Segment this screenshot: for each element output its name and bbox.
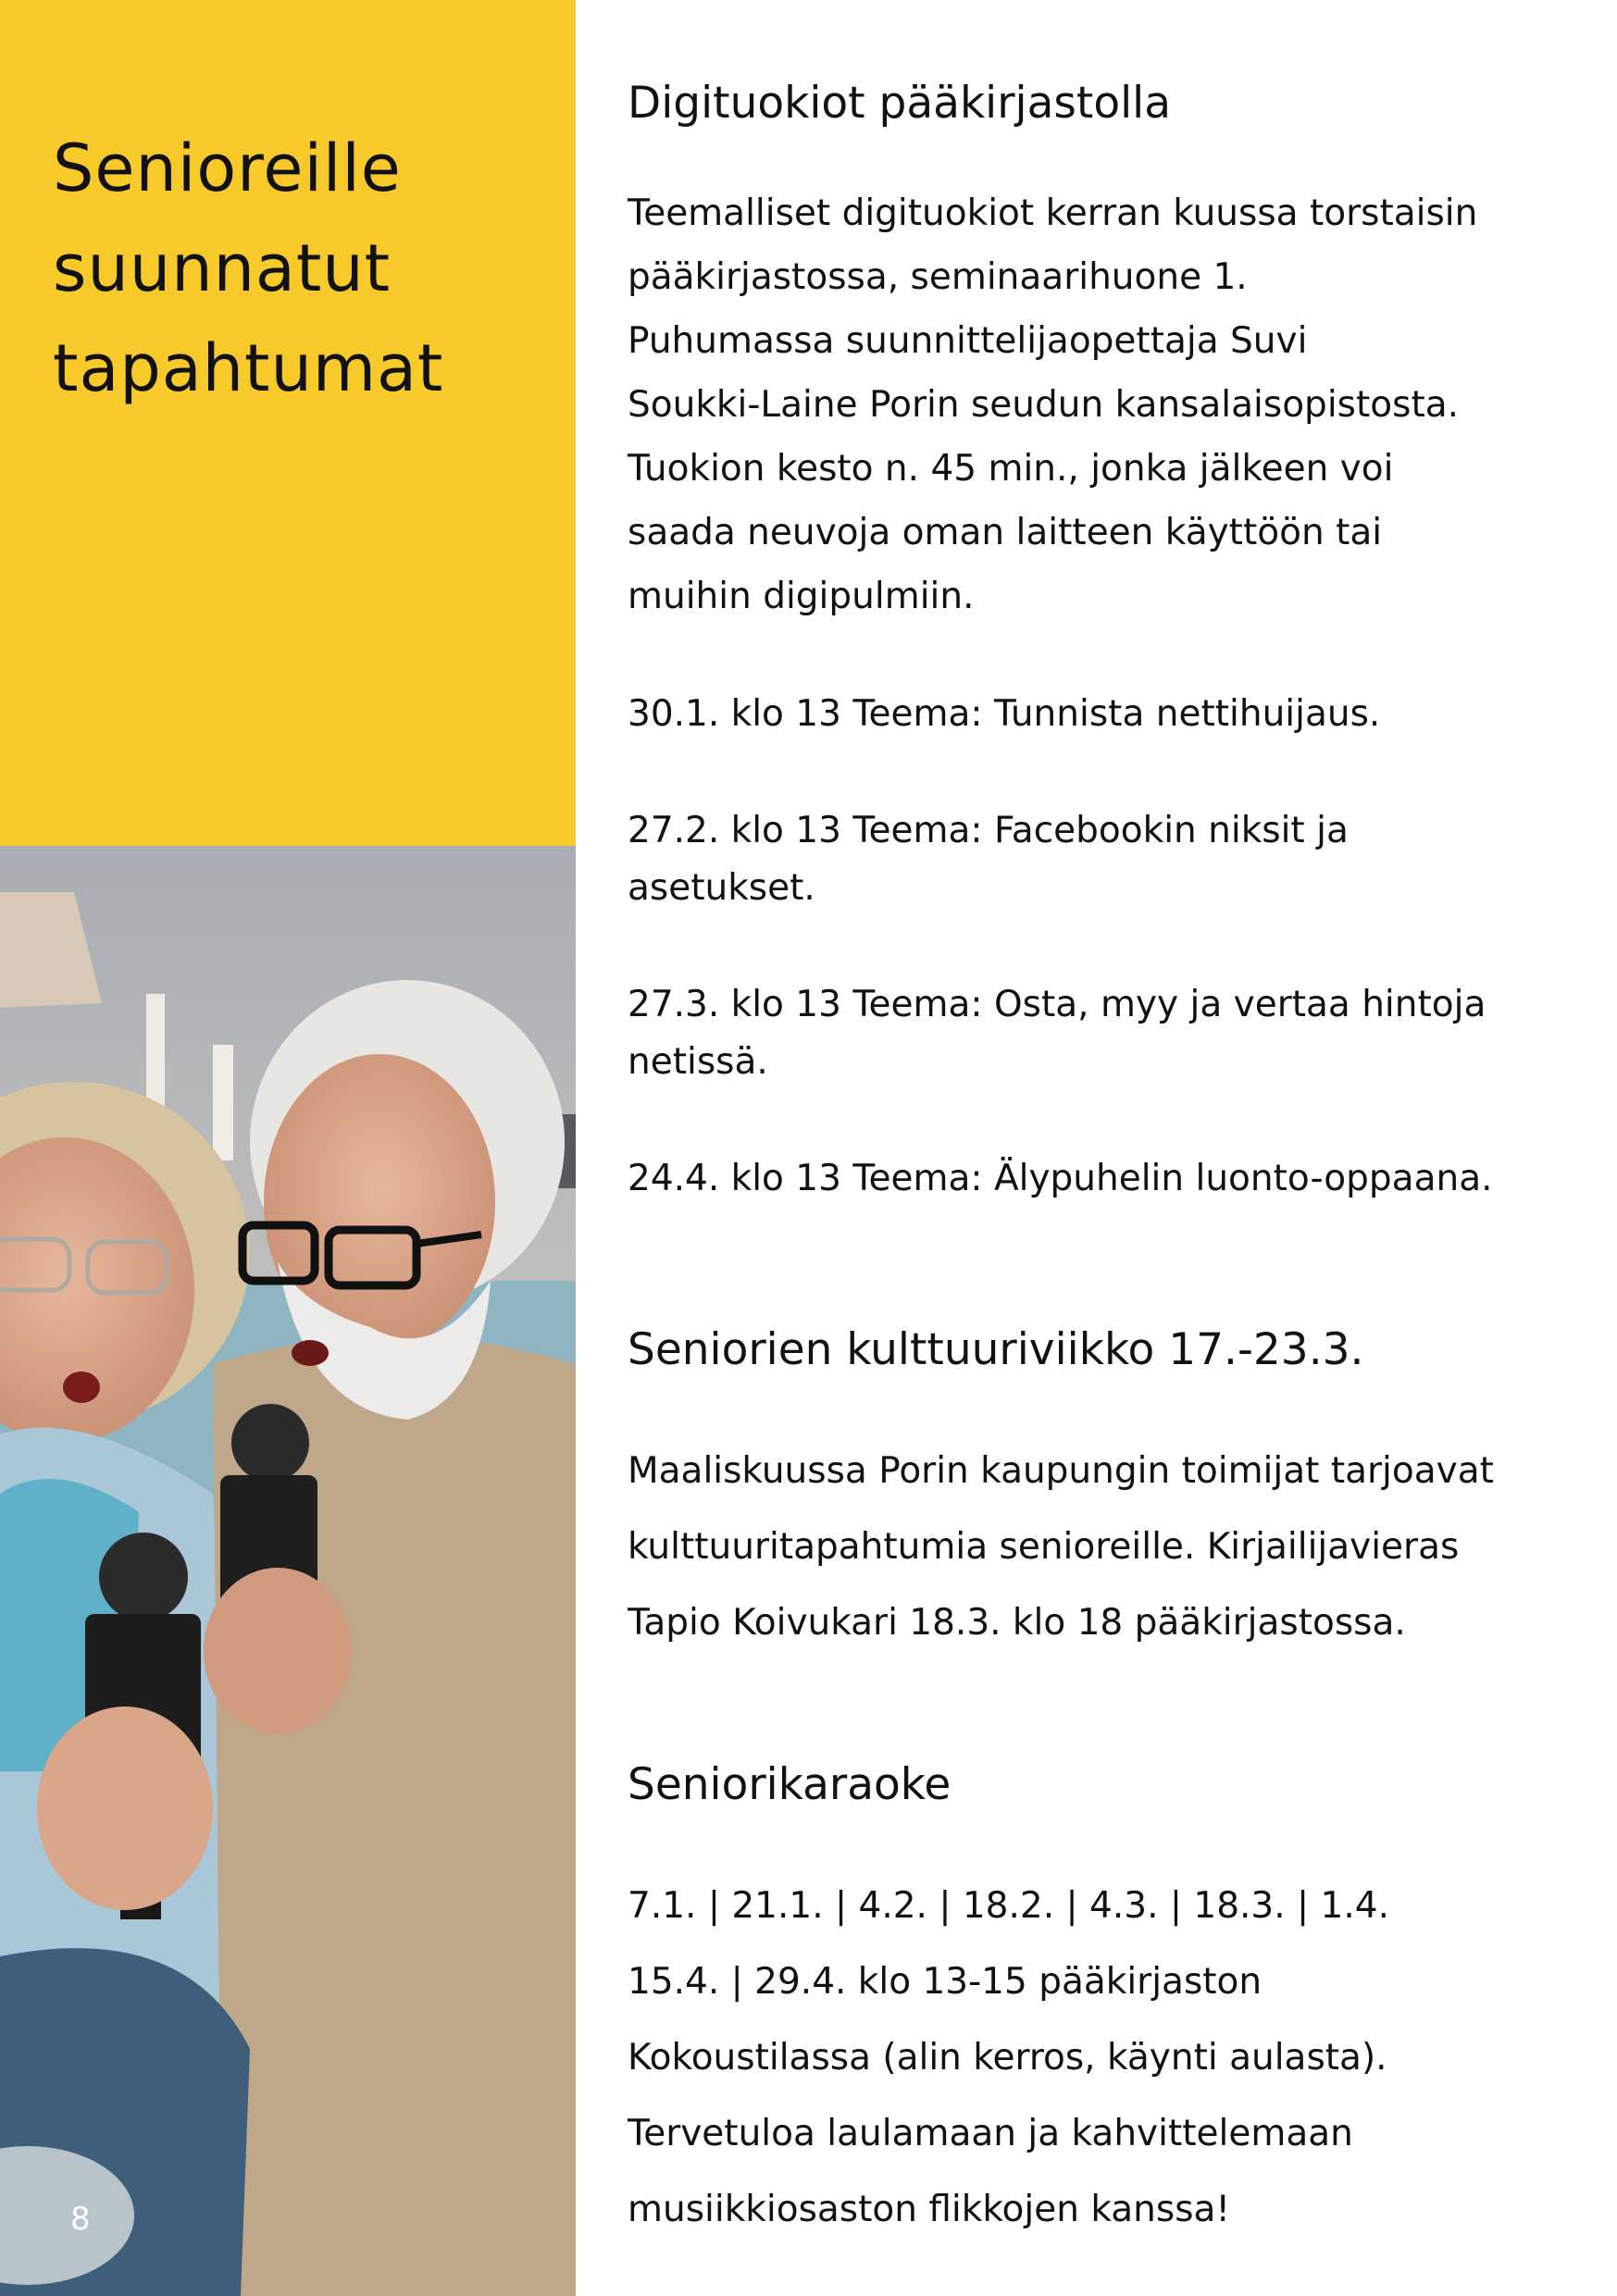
digituokiot-intro: Teemalliset digituokiot kerran kuussa torstaisin pääkirjastossa, seminaarihuone 1. Puhumassa suunnittelijaopettaja Suvi Soukki-Laine Porin seudun kansalaisopistosta. Tuokion kesto n. 45 min., jonka jälkeen voi saada neuvoja oman laitteen käyttöön tai muihin digipulmiin. (628, 192, 1478, 617)
kulttuuriviikko-text: Maaliskuussa Porin kaupungin toimijat tarjoavat kulttuuritapahtumia senioreille. Kirjailijavieras Tapio Koivukari 18.3. klo 18 pääkirjastossa. (628, 1450, 1494, 1644)
title-line: suunnatut (53, 230, 392, 306)
page-title (53, 118, 443, 418)
event-item: 30.1. klo 13 Teema: Tunnista nettihuijaus. (628, 693, 1381, 735)
karaoke-section (628, 1756, 1572, 2248)
event-item: 27.3. klo 13 Teema: Osta, myy ja vertaa hintoja netissä. (628, 984, 1486, 1083)
left-column (0, 0, 576, 2296)
digituokiot-section (628, 74, 1572, 1208)
content-column (628, 74, 1572, 2248)
event-item: 24.4. klo 13 Teema: Älypuhelin luonto-oppaana. (628, 1158, 1493, 1199)
seniors-karaoke-photo (0, 846, 576, 2296)
title-line: Senioreille (53, 130, 402, 206)
page-number: 8 (70, 2201, 91, 2238)
section-heading: Seniorikaraoke (628, 1759, 952, 1810)
event-item: 27.2. klo 13 Teema: Facebookin niksit ja asetukset. (628, 810, 1349, 909)
karaoke-text: 7.1. | 21.1. | 4.2. | 18.2. | 4.3. | 18.3. | 1.4. 15.4. | 29.4. klo 13-15 pääkirjaston Kokoustilassa (alin kerros, käynti aulasta). Tervetuloa laulamaan ja kahvittelemaan musiikkiosaston flikkojen kanssa! (628, 1885, 1389, 2230)
section-heading: Seniorien kulttuuriviikko 17.-23.3. (628, 1324, 1364, 1375)
section-heading: Digituokiot pääkirjastolla (628, 78, 1171, 129)
kulttuuriviikko-section (628, 1321, 1572, 1661)
title-line: tapahtumat (53, 330, 444, 406)
title-panel (0, 0, 576, 846)
